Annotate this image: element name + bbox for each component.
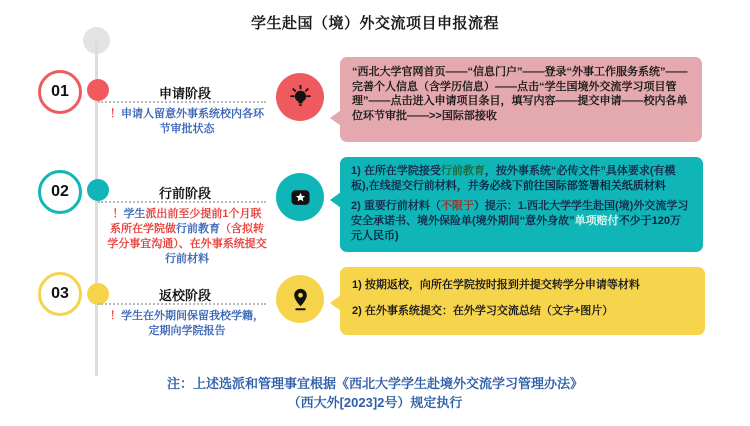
page-title: 学生赴国（境）外交流项目申报流程 — [250, 15, 499, 32]
text-segment: 学生在外期间保留我校学籍，定期向学院报告 — [121, 310, 264, 337]
stage-note — [107, 309, 267, 339]
text-segment: （含拟转学分事宜沟通）、在外事系统提交 — [107, 223, 267, 250]
text-segment: 2) 在外事系统提交：在外学习交流总结（文字+图片） — [352, 305, 614, 317]
stage-icon-circle — [276, 73, 324, 121]
text-segment: 1) 在所在学院接受 — [351, 165, 441, 177]
speech-tail — [330, 110, 341, 126]
text-segment: 单项赔付 — [574, 214, 619, 227]
stage-title: 返校阶段 — [158, 288, 211, 303]
text-segment: 不限于 — [440, 199, 474, 212]
text-segment: 行前教育 — [440, 165, 485, 177]
stage-number-badge: 02 — [38, 170, 82, 214]
text-segment: 2) 重要行前材料（ — [351, 199, 441, 212]
stage-note — [107, 207, 267, 267]
text-segment: ！ — [112, 208, 124, 220]
text-segment: ！ — [110, 108, 121, 120]
stage-icon-circle — [276, 173, 324, 221]
stage-icon-circle — [276, 275, 324, 323]
text-segment: 行前材料 — [165, 253, 209, 265]
box-paragraph — [352, 278, 693, 292]
stage-detail-box — [340, 157, 703, 252]
box-paragraph — [351, 164, 692, 195]
speech-tail — [330, 192, 341, 208]
footer-note — [0, 374, 750, 412]
text-segment: 派出前至少提前1个月联系所在学院做 — [110, 208, 262, 235]
text-segment: 务必线下前往国际部签署相关纸质材料 — [478, 180, 666, 193]
stage-detail-box — [340, 57, 702, 142]
stage-separator — [98, 303, 266, 305]
text-segment: ，按外事系统“必传文件”具体要求(有模板),在线提交行前材料，并 — [351, 165, 676, 193]
stage-title: 行前阶段 — [158, 186, 211, 201]
stage-number-badge: 03 — [38, 272, 82, 316]
box-paragraph — [351, 199, 692, 245]
text-segment: 行前教育 — [176, 223, 220, 235]
stage-note — [107, 107, 267, 137]
stage-number-badge: 01 — [38, 70, 82, 114]
stage-separator — [98, 101, 266, 103]
lightbulb-icon — [287, 84, 314, 111]
stage-separator — [98, 201, 266, 203]
location-pin-icon — [287, 286, 314, 313]
text-segment: 不少于120万元人民币) — [351, 214, 682, 243]
box-paragraph — [352, 304, 693, 318]
box-paragraph — [352, 65, 690, 123]
text-segment: ）提示：1.西北大学学生赴国(境)外交流学习安全承诺书、境外保险单(境外期间“意外身故” — [351, 199, 689, 227]
footer-line-1: 注：上述选派和管理事宜根据《西北大学学生赴境外交流学习管理办法》 — [166, 376, 583, 391]
stage-detail-box — [340, 267, 705, 335]
text-segment: 申请人留意外事系统校内各环节审批状态 — [121, 108, 264, 135]
text-segment: 学生 — [123, 208, 146, 220]
text-segment: ！ — [110, 310, 121, 322]
stage-title: 申请阶段 — [158, 86, 211, 101]
text-segment: 1) 按期返校，向所在学院按时报到并提交转学分申请等材料 — [352, 279, 640, 291]
speech-tail — [330, 295, 341, 311]
footer-line-2: （西大外[2023]2号）规定执行 — [287, 395, 463, 410]
star-badge-icon — [287, 184, 314, 211]
text-segment: “西北大学官网首页——“信息门户”——登录“外事工作服务系统”——完善个人信息（含学历信息）——点击“学生国境外交流学习项目管理”——点击进入申请项目条目，填写内容——提交申请——校内各单位环节审批——>>国际部接收 — [352, 66, 688, 122]
